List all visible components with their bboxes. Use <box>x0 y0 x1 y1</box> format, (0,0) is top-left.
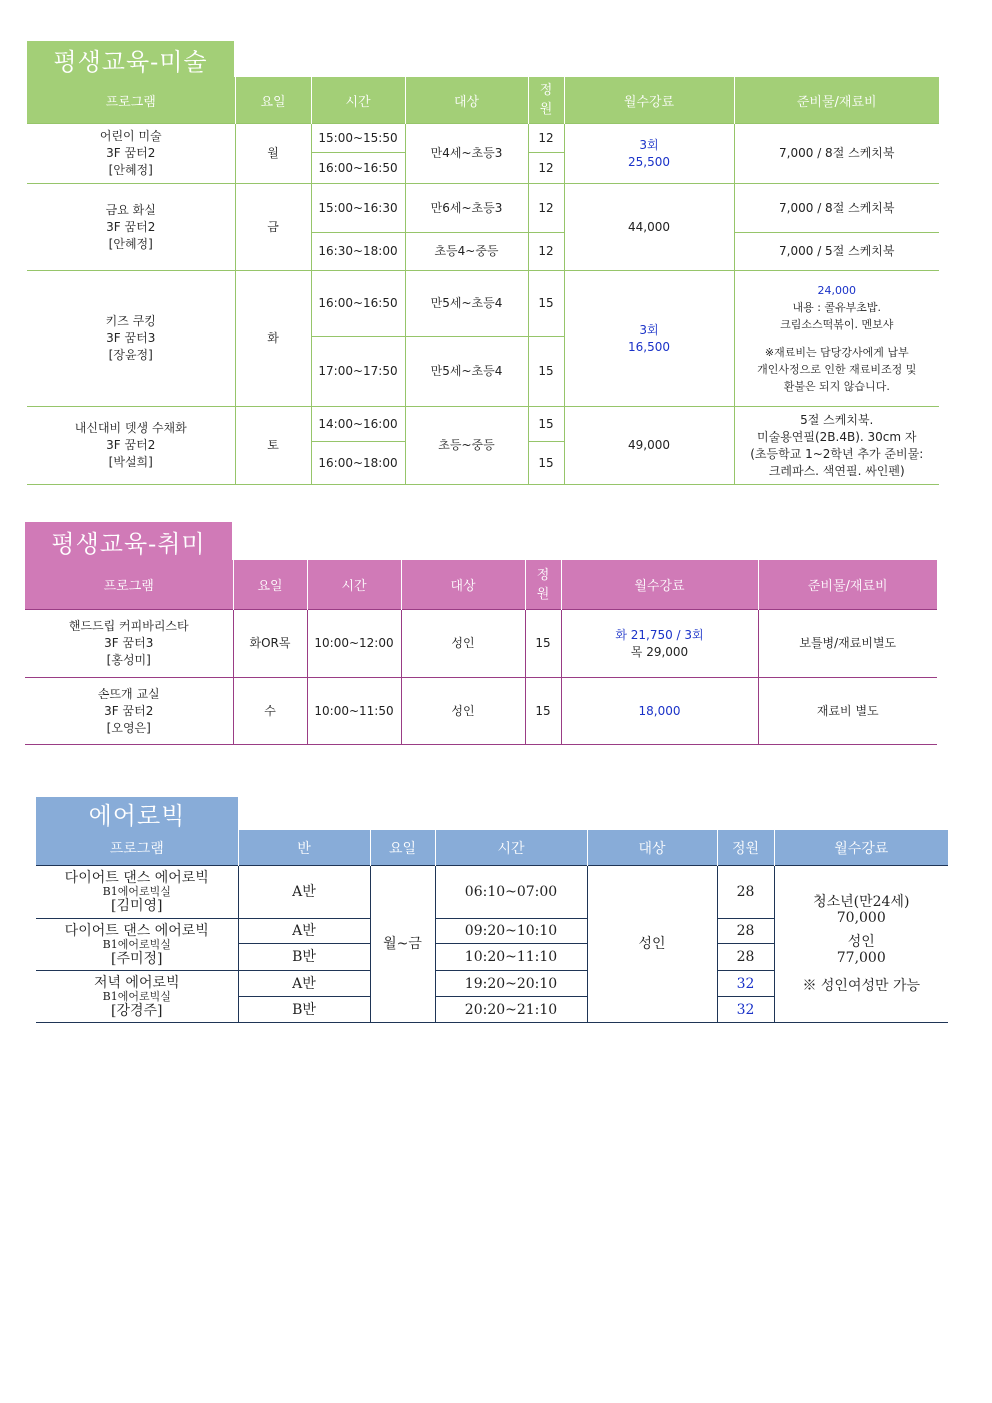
fee-cell <box>564 407 734 485</box>
program-name: 손뜨개 교실 <box>97 686 160 701</box>
time-cell: 09:20~10:10 <box>435 919 587 944</box>
hobby-header-target: 대상 <box>401 560 525 610</box>
program-room: 3F 꿈터3 <box>106 331 156 345</box>
materials-cell: 보틀병/재료비별도 <box>758 610 937 678</box>
target-cell: 성인 <box>401 610 525 678</box>
art-header-program: 프로그램 <box>27 77 235 124</box>
materials-note: ※재료비는 담당강사에게 납부 <box>764 346 909 359</box>
aerobic-header-capacity: 정원 <box>717 830 774 866</box>
fee-line: 화 21,750 / 3회 <box>615 627 704 642</box>
program-name: 키즈 쿠킹 <box>105 314 156 328</box>
program-teacher: [홍성미] <box>106 653 151 667</box>
target-cell: 성인 <box>587 866 717 1023</box>
target-cell: 초등4~중등 <box>405 233 528 271</box>
time-cell: 15:00~16:30 <box>311 184 405 233</box>
program-cell <box>25 610 233 678</box>
program-cell <box>36 919 238 971</box>
materials-cell: 7,000 / 5절 스케치북 <box>734 233 939 271</box>
capacity-cell: 15 <box>525 610 561 678</box>
time-cell: 19:20~20:10 <box>435 971 587 997</box>
aerobic-section-title: 에어로빅 <box>36 797 238 830</box>
program-room: 3F 꿈터2 <box>106 219 156 234</box>
day-cell: 화OR목 <box>233 610 307 678</box>
hobby-header-day: 요일 <box>233 560 307 610</box>
hobby-table <box>25 560 937 745</box>
program-room: 3F 꿈터3 <box>104 636 154 650</box>
fee-adult-amount: 77,000 <box>836 950 886 966</box>
table-row <box>27 271 939 337</box>
capacity-cell: 28 <box>717 944 774 971</box>
time-cell: 10:20~11:10 <box>435 944 587 971</box>
program-cell <box>27 124 235 184</box>
fee-amount: 44,000 <box>628 219 670 234</box>
program-teacher: [박설희] <box>108 455 153 469</box>
capacity-cell: 12 <box>528 153 564 184</box>
time-cell: 20:20~21:10 <box>435 997 587 1023</box>
day-cell: 화 <box>235 271 311 407</box>
materials-line: 크레파스. 색연필. 싸인펜) <box>768 463 905 478</box>
time-cell: 16:30~18:00 <box>311 233 405 271</box>
class-cell: A반 <box>238 919 370 944</box>
materials-line: 미술용연필(2B.4B). 30cm 자 <box>757 429 917 444</box>
time-cell: 15:00~15:50 <box>311 124 405 153</box>
day-cell: 토 <box>235 407 311 485</box>
art-header-target: 대상 <box>405 77 528 124</box>
target-cell: 만5세~초등4 <box>405 271 528 337</box>
program-cell <box>25 678 233 745</box>
art-header-time: 시간 <box>311 77 405 124</box>
capacity-cell: 32 <box>717 997 774 1023</box>
program-teacher: [장윤정] <box>108 348 153 362</box>
time-cell: 16:00~16:50 <box>311 271 405 337</box>
capacity-cell: 12 <box>528 124 564 153</box>
day-cell: 금 <box>235 184 311 271</box>
fee-cell <box>564 124 734 184</box>
aerobic-header-time: 시간 <box>435 830 587 866</box>
capacity-cell: 15 <box>528 442 564 485</box>
materials-line: 내용 : 콜유부초밥. <box>792 301 882 314</box>
materials-spacer <box>737 333 938 344</box>
table-row <box>27 124 939 153</box>
class-cell: A반 <box>238 866 370 919</box>
target-cell: 만5세~초등4 <box>405 337 528 407</box>
capacity-cell: 28 <box>717 866 774 919</box>
program-name: 저녁 에어로빅 <box>93 974 180 991</box>
program-room: 3F 꿈터2 <box>106 438 156 452</box>
table-row <box>27 407 939 442</box>
aerobic-header-fee: 월수강료 <box>774 830 948 866</box>
aerobic-header-program: 프로그램 <box>36 830 238 866</box>
hobby-header-fee: 월수강료 <box>561 560 758 610</box>
program-room: B1에어로빅실 <box>102 989 171 1003</box>
time-cell: 14:00~16:00 <box>311 407 405 442</box>
target-cell: 성인 <box>401 678 525 745</box>
fee-sessions: 3회 <box>639 137 659 152</box>
materials-line: 5절 스케치북. <box>800 412 874 427</box>
fee-cell: 18,000 <box>561 678 758 745</box>
hobby-section-title: 평생교육-취미 <box>25 522 232 560</box>
program-name: 핸드드립 커피바리스타 <box>68 619 189 633</box>
class-cell: B반 <box>238 997 370 1023</box>
capacity-cell: 32 <box>717 971 774 997</box>
hobby-header-capacity: 정 원 <box>525 560 561 610</box>
day-cell: 월 <box>235 124 311 184</box>
aerobic-header-day: 요일 <box>370 830 435 866</box>
capacity-cell: 15 <box>525 678 561 745</box>
program-room: B1에어로빅실 <box>102 885 171 898</box>
capacity-cell: 15 <box>528 407 564 442</box>
day-cell: 월~금 <box>370 866 435 1023</box>
hobby-header-materials: 준비물/재료비 <box>758 560 937 610</box>
materials-cell <box>734 271 939 407</box>
materials-line: (초등학교 1~2학년 추가 준비물: <box>750 446 924 461</box>
fee-cell <box>564 184 734 271</box>
program-teacher: [강경주] <box>111 1002 163 1019</box>
target-cell: 만6세~초등3 <box>405 184 528 233</box>
capacity-cell: 28 <box>717 919 774 944</box>
art-header-materials: 준비물/재료비 <box>734 77 939 124</box>
program-name: 어린이 미술 <box>99 129 162 143</box>
program-teacher: [주미정] <box>111 950 163 967</box>
fee-cell <box>774 866 948 1023</box>
fee-adult-label: 성인 <box>847 934 875 950</box>
time-cell: 10:00~12:00 <box>307 610 401 678</box>
capacity-cell: 12 <box>528 233 564 271</box>
materials-line: 크림소스떡볶이. 멘보샤 <box>780 318 894 331</box>
program-cell <box>27 184 235 271</box>
program-teacher: [오영은] <box>106 720 151 735</box>
materials-price: 24,000 <box>817 284 856 297</box>
fee-spacer <box>777 926 947 934</box>
program-room: B1에어로빅실 <box>102 937 171 951</box>
program-name: 다이어트 댄스 에어로빅 <box>64 922 209 939</box>
art-section-title: 평생교육-미술 <box>27 41 234 77</box>
fee-spacer <box>777 966 947 978</box>
program-name: 다이어트 댄스 에어로빅 <box>64 870 209 886</box>
program-cell <box>27 407 235 485</box>
materials-note: 환불은 되지 않습니다. <box>783 380 890 393</box>
program-cell <box>27 271 235 407</box>
program-name: 내신대비 뎃생 수채화 <box>74 421 187 435</box>
fee-cell <box>561 610 758 678</box>
program-room: 3F 꿈터2 <box>104 703 154 718</box>
time-cell: 16:00~16:50 <box>311 153 405 184</box>
aerobic-header-target: 대상 <box>587 830 717 866</box>
fee-amount: 25,500 <box>628 154 670 169</box>
capacity-cell: 15 <box>528 271 564 337</box>
program-teacher: [안혜정] <box>108 163 153 177</box>
time-cell: 06:10~07:00 <box>435 866 587 919</box>
fee-youth-label: 청소년(만24세) <box>813 894 910 910</box>
program-cell <box>36 971 238 1023</box>
time-cell: 10:00~11:50 <box>307 678 401 745</box>
program-teacher: [안혜정] <box>108 236 153 251</box>
art-header-fee: 월수강료 <box>564 77 734 124</box>
fee-sessions: 3회 <box>639 322 659 337</box>
table-row <box>36 866 948 919</box>
hobby-header-program: 프로그램 <box>25 560 233 610</box>
fee-note: ※ 성인여성만 가능 <box>802 978 921 994</box>
target-cell: 초등~중등 <box>405 407 528 485</box>
program-room: 3F 꿈터2 <box>106 146 156 160</box>
table-row <box>27 184 939 233</box>
class-cell: A반 <box>238 971 370 997</box>
program-cell <box>36 866 238 919</box>
capacity-cell: 12 <box>528 184 564 233</box>
table-row <box>25 678 937 745</box>
fee-line: 목 29,000 <box>630 644 689 659</box>
time-cell: 17:00~17:50 <box>311 337 405 407</box>
hobby-header-time: 시간 <box>307 560 401 610</box>
materials-cell: 7,000 / 8절 스케치북 <box>734 124 939 184</box>
table-row <box>25 610 937 678</box>
materials-cell <box>734 407 939 485</box>
aerobic-header-class: 반 <box>238 830 370 866</box>
fee-cell <box>564 271 734 407</box>
materials-cell: 7,000 / 8절 스케치북 <box>734 184 939 233</box>
target-cell: 만4세~초등3 <box>405 124 528 184</box>
art-header-day: 요일 <box>235 77 311 124</box>
fee-amount: 16,500 <box>628 339 670 354</box>
materials-note: 개인사정으로 인한 재료비조정 및 <box>757 363 917 376</box>
day-cell: 수 <box>233 678 307 745</box>
art-table <box>27 77 939 485</box>
fee-amount: 49,000 <box>628 438 670 452</box>
program-name: 금요 화실 <box>105 202 156 217</box>
materials-cell: 재료비 별도 <box>758 678 937 745</box>
fee-youth-amount: 70,000 <box>836 910 886 926</box>
aerobic-table <box>36 830 948 1023</box>
art-header-capacity: 정 원 <box>528 77 564 124</box>
program-teacher: [김미영] <box>111 898 163 914</box>
class-cell: B반 <box>238 944 370 971</box>
time-cell: 16:00~18:00 <box>311 442 405 485</box>
capacity-cell: 15 <box>528 337 564 407</box>
